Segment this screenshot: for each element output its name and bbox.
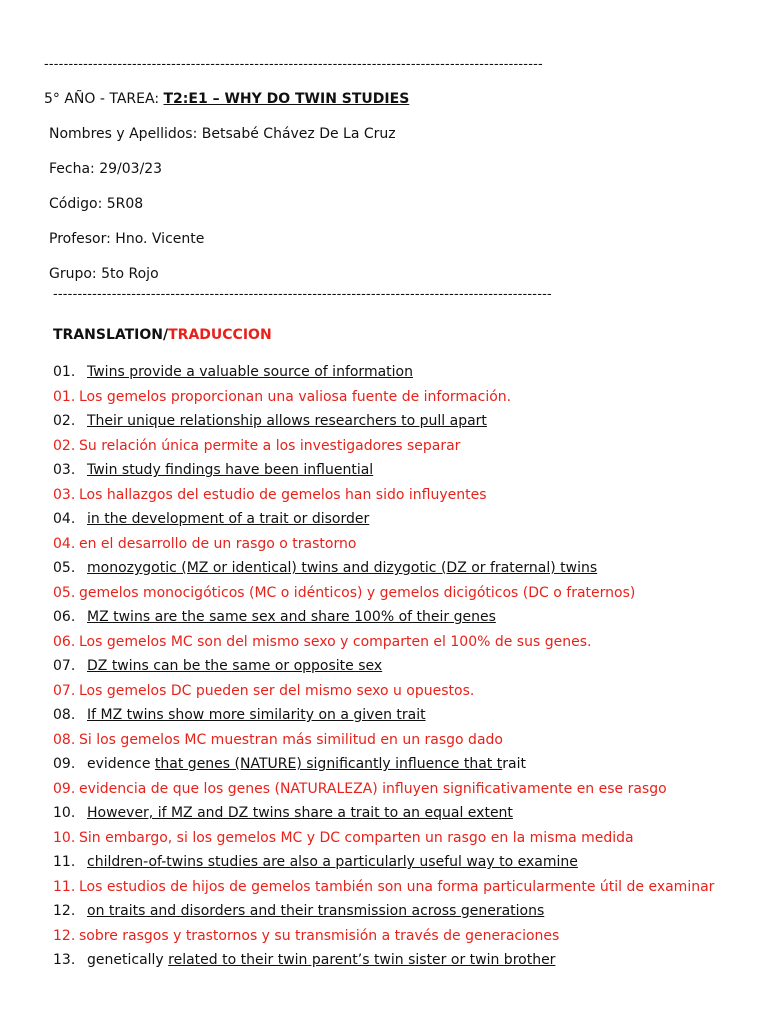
translation-number: 08. (53, 731, 76, 748)
item-number: 01. (53, 364, 76, 380)
english-text: If MZ twins show more similarity on a given trait (87, 707, 426, 723)
english-sentence (53, 559, 597, 577)
item-number: 03. (53, 462, 76, 478)
translation-text: Sin embargo, si los gemelos MC y DC comparten un rasgo en la misma medida (79, 829, 634, 846)
english-sentence (53, 657, 382, 675)
translation-number: 05. (53, 584, 76, 601)
translation-number: 09. (53, 780, 76, 797)
separator-top: ------------------------------------------------------------------------------------------------------ (44, 57, 543, 72)
translation-text: en el desarrollo de un rasgo o trastorno (79, 535, 357, 552)
english-text: related to their twin parent’s twin sister or twin brother (168, 952, 556, 968)
section-heading (53, 326, 272, 344)
spanish-translation (53, 535, 356, 553)
spanish-translation (53, 388, 511, 406)
student-name: Nombres y Apellidos: Betsabé Chávez De La Cruz (49, 126, 396, 142)
assignment-title (44, 90, 409, 108)
date-field: Fecha: 29/03/23 (49, 161, 163, 177)
teacher-field: Profesor: Hno. Vicente (49, 231, 205, 247)
item-number: 02. (53, 413, 76, 429)
item-number: 08. (53, 707, 76, 723)
item-number: 13. (53, 952, 76, 968)
english-prefix: evidence (87, 756, 155, 772)
translation-number: 07. (53, 682, 76, 699)
item-number: 06. (53, 609, 76, 625)
translation-text: Los gemelos proporcionan una valiosa fuente de información. (79, 388, 512, 405)
item-number: 07. (53, 658, 76, 674)
english-suffix: rait (502, 756, 526, 772)
code-field: Código: 5R08 (49, 196, 144, 212)
english-text: in the development of a trait or disorder (87, 511, 370, 527)
english-sentence (53, 608, 496, 626)
english-text: DZ twins can be the same or opposite sex (87, 658, 383, 674)
translation-number: 12. (53, 927, 76, 944)
group-field: Grupo: 5to Rojo (49, 266, 159, 282)
spanish-translation (53, 829, 634, 847)
translation-number: 11. (53, 878, 76, 895)
translation-number: 01. (53, 388, 76, 405)
english-text: that genes (NATURE) significantly influence that t (154, 756, 503, 772)
english-sentence (53, 510, 369, 528)
translation-text: Los gemelos DC pueden ser del mismo sexo u opuestos. (79, 682, 475, 699)
item-number: 11. (53, 854, 76, 870)
item-number: 05. (53, 560, 76, 576)
english-sentence (53, 363, 413, 381)
spanish-translation (53, 437, 460, 455)
section-label-es: TRADUCCION (168, 327, 272, 343)
translation-number: 02. (53, 437, 76, 454)
item-number: 09. (53, 756, 76, 772)
english-text: MZ twins are the same sex and share 100% of their genes (87, 609, 496, 625)
translation-number: 10. (53, 829, 76, 846)
task-title: T2:E1 – WHY DO TWIN STUDIES (163, 91, 410, 107)
english-sentence (53, 412, 487, 430)
english-sentence (53, 804, 513, 822)
item-number: 10. (53, 805, 76, 821)
spanish-translation (53, 878, 714, 896)
translation-number: 03. (53, 486, 76, 503)
english-sentence (53, 902, 544, 920)
translation-text: Los gemelos MC son del mismo sexo y comparten el 100% de sus genes. (79, 633, 592, 650)
english-text: children-of-twins studies are also a particularly useful way to examine (87, 854, 578, 870)
english-sentence (53, 951, 555, 969)
translation-text: Los hallazgos del estudio de gemelos han sido influyentes (79, 486, 487, 503)
english-text: However, if MZ and DZ twins share a trait to an equal extent (87, 805, 513, 821)
english-sentence (53, 853, 578, 871)
spanish-translation (53, 486, 487, 504)
spanish-translation (53, 682, 474, 700)
english-sentence (53, 706, 426, 724)
translation-text: evidencia de que los genes (NATURALEZA) influyen significativamente en ese rasgo (79, 780, 667, 797)
english-prefix: genetically (87, 952, 169, 968)
spanish-translation (53, 584, 635, 602)
english-text: on traits and disorders and their transmission across generations (87, 903, 545, 919)
translation-number: 04. (53, 535, 76, 552)
section-label-en: TRANSLATION/ (53, 327, 169, 343)
translation-text: Su relación única permite a los investigadores separar (79, 437, 461, 454)
separator-bottom: ------------------------------------------------------------------------------------------------------ (53, 287, 552, 302)
english-text: Twin study findings have been influential (87, 462, 374, 478)
english-text: monozygotic (MZ or identical) twins and dizygotic (DZ or fraternal) twins (87, 560, 598, 576)
english-text: Twins provide a valuable source of information (87, 364, 413, 380)
english-sentence (53, 461, 373, 479)
translation-text: Los estudios de hijos de gemelos también son una forma particularmente útil de examinar (79, 878, 715, 895)
item-number: 12. (53, 903, 76, 919)
english-sentence (53, 755, 526, 773)
item-number: 04. (53, 511, 76, 527)
spanish-translation (53, 780, 667, 798)
translation-text: gemelos monocigóticos (MC o idénticos) y gemelos dicigóticos (DC o fraternos) (79, 584, 636, 601)
spanish-translation (53, 927, 559, 945)
translation-text: Si los gemelos MC muestran más similitud en un rasgo dado (79, 731, 503, 748)
spanish-translation (53, 633, 591, 651)
translation-text: sobre rasgos y trastornos y su transmisión a través de generaciones (79, 927, 560, 944)
spanish-translation (53, 731, 503, 749)
translation-number: 06. (53, 633, 76, 650)
english-text: Their unique relationship allows researchers to pull apart (87, 413, 487, 429)
course-label: 5° AÑO - TAREA: (44, 91, 164, 107)
